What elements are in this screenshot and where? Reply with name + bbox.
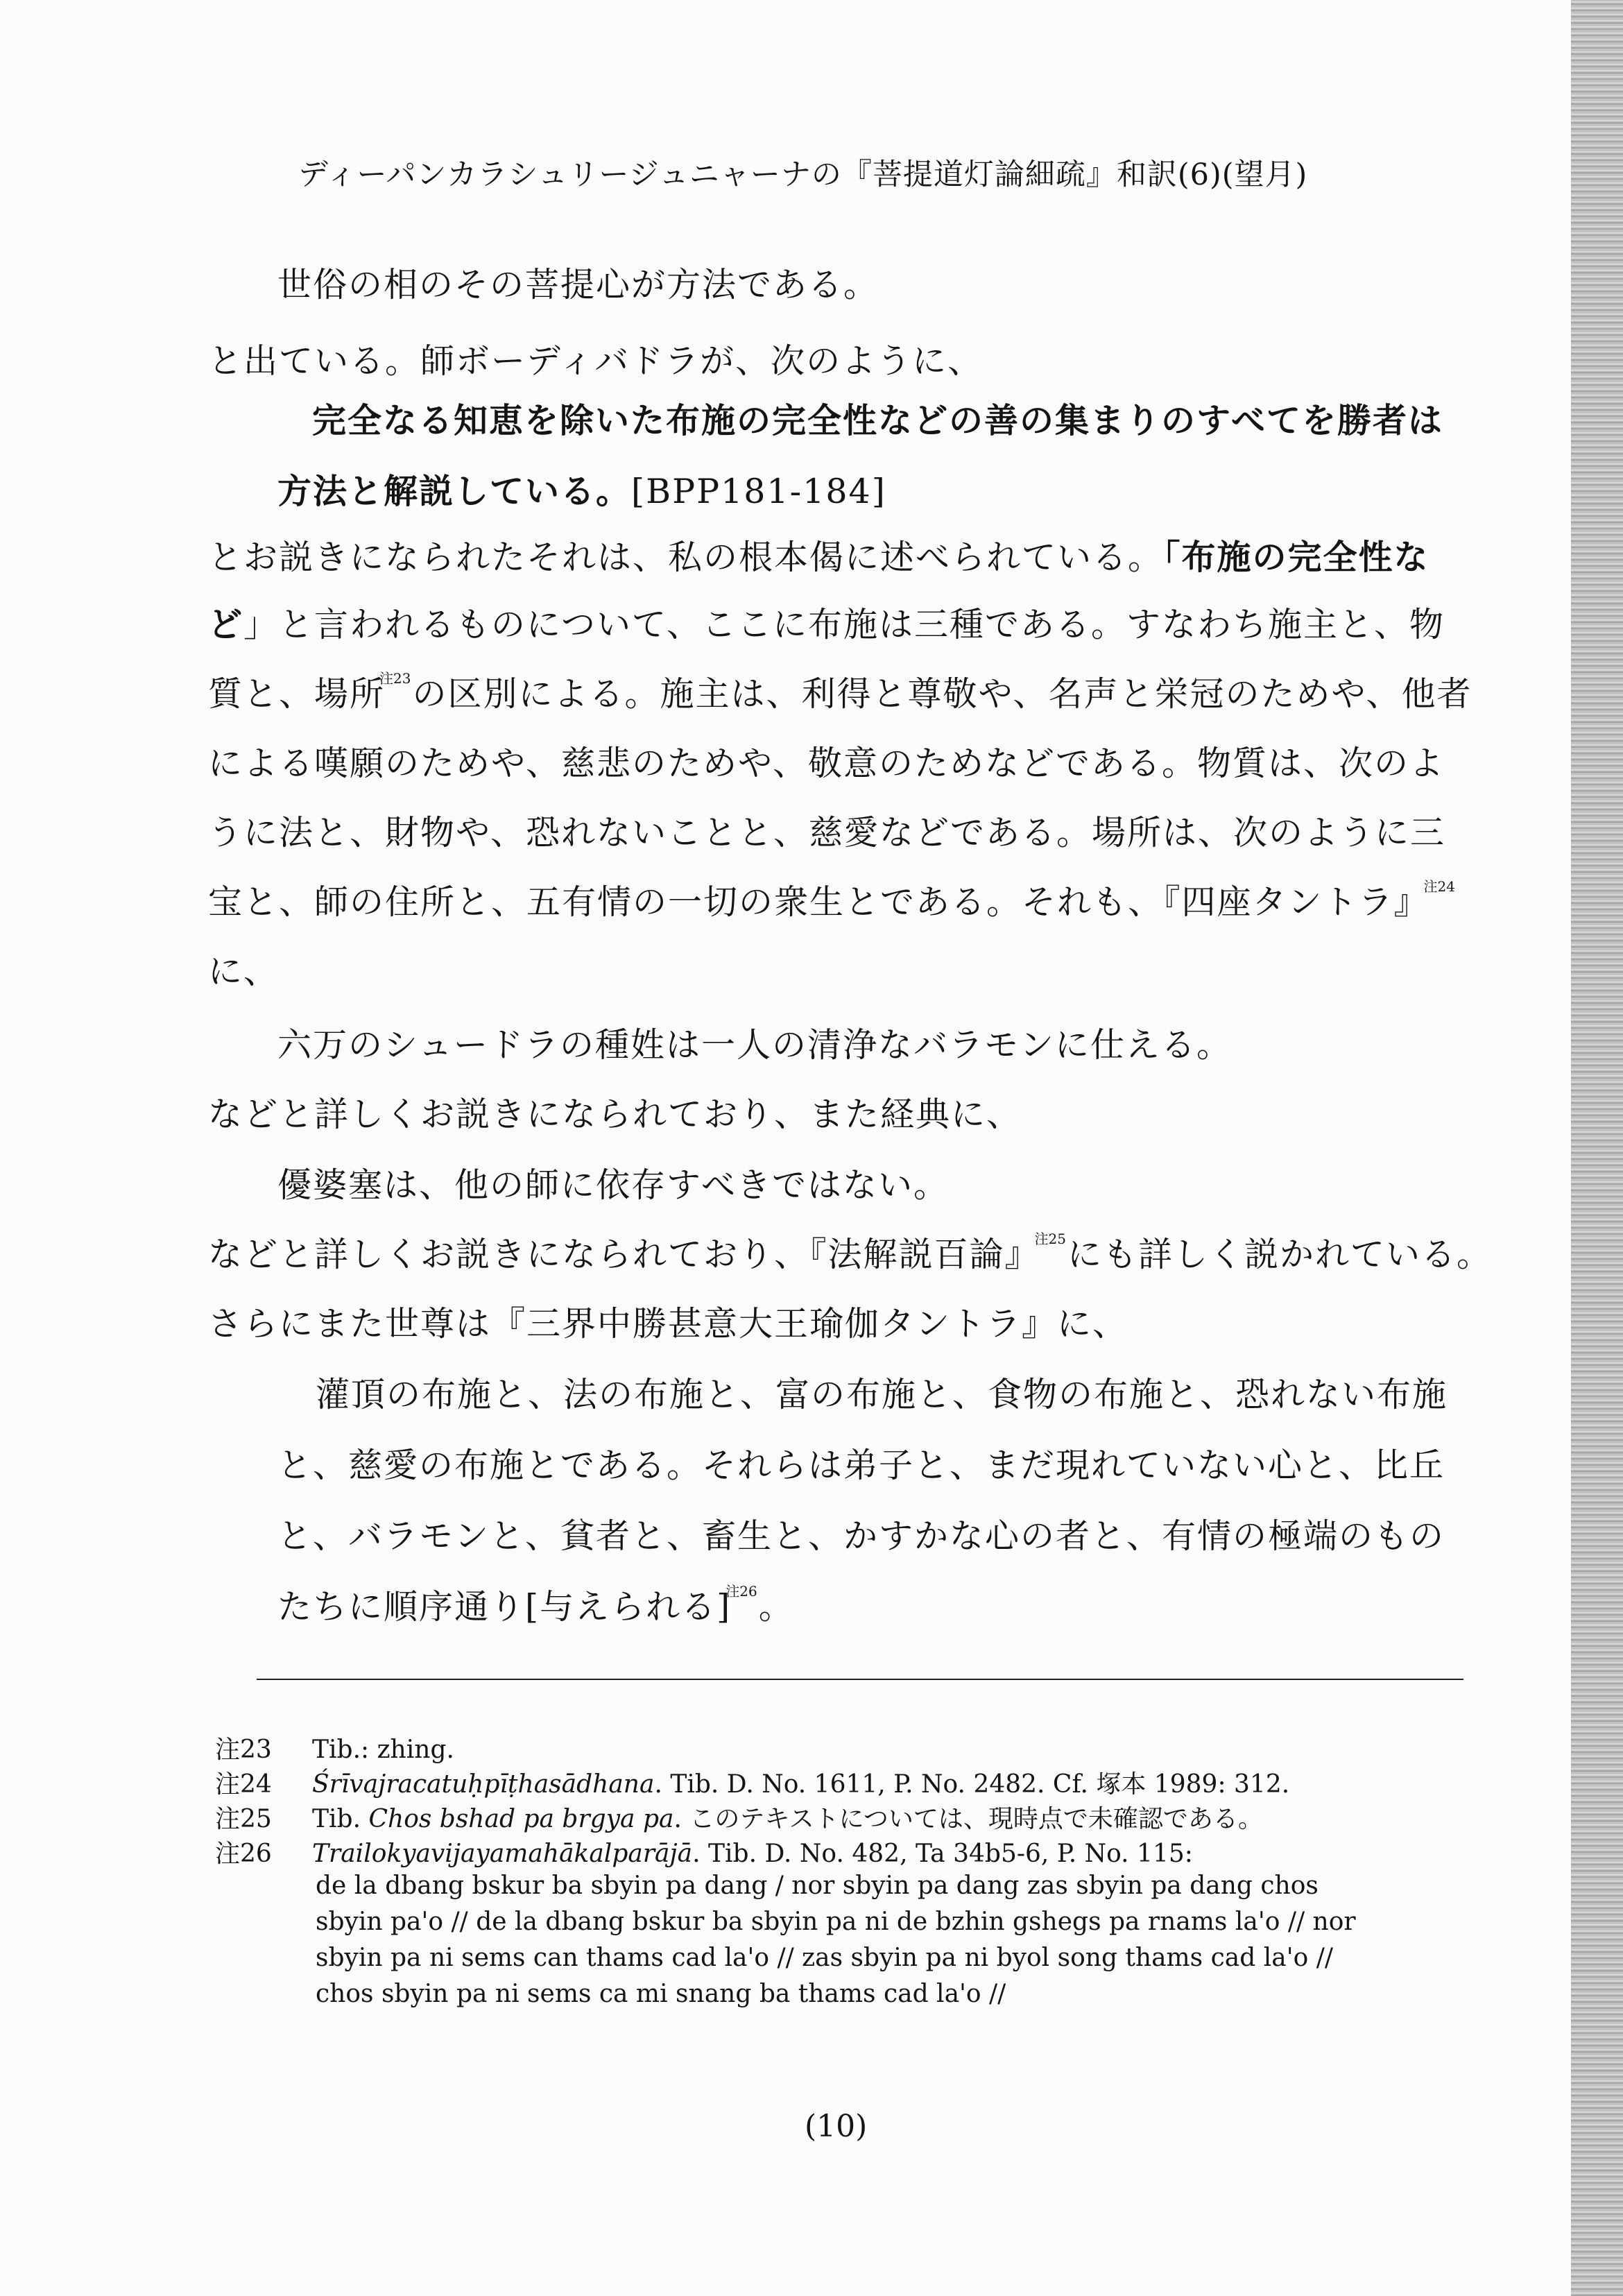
footnote-23 [215, 1730, 454, 1765]
quote-line [277, 1580, 794, 1629]
footnote-26-quote-line: sbyin pa'o // de la dbang bskur ba sbyin pa ni de bzhin gshegs pa rnams la'o // nor [316, 1908, 1356, 1936]
running-header: ディーパンカラシュリージュニャーナの『菩提道灯論細疏』和訳(6)(望月) [298, 157, 1308, 192]
bold-span: ど [208, 604, 244, 644]
note-24-marker: 注24 [1423, 878, 1455, 895]
text-span: 」と言われるものについて、ここに布施は三種である。すなわち施主と、物 [243, 605, 1445, 644]
text-span: の区別による。施主は、利得と尊敬や、名声と栄冠のためや、他者 [412, 674, 1472, 714]
page-number: (10) [805, 2109, 868, 2144]
body-line: に、 [208, 952, 280, 991]
footnote-text: Tib. [312, 1805, 369, 1833]
note-25-marker: 注25 [1034, 1231, 1066, 1247]
citation-ref: [BPP181-184] [631, 472, 886, 511]
body-line [208, 598, 1445, 646]
quote-line: と、バラモンと、貧者と、畜生と、かすかな心の者と、有情の極端のもの [277, 1516, 1445, 1556]
body-line: などと詳しくお説きになられており、また経典に、 [208, 1095, 1022, 1134]
footnote-25 [215, 1799, 1263, 1835]
footnote-text: . このテキストについては、現時点で未確認である。 [673, 1805, 1263, 1833]
footnote-26-quote-line: de la dbang bskur ba sbyin pa dang / nor sbyin pa dang zas sbyin pa dang chos [316, 1871, 1319, 1900]
footnote-26-quote-line: sbyin pa ni sems can thams cad la'o // zas sbyin pa ni byol song thams cad la'o // [316, 1944, 1333, 1972]
quote-line: 完全なる知恵を除いた布施の完全性などの善の集まりのすべてを勝者は [312, 400, 1444, 440]
scan-edge [1571, 0, 1623, 2296]
footnote-26 [215, 1834, 1193, 1869]
footnote-label: 注23 [215, 1736, 272, 1764]
body-line [208, 1228, 1492, 1276]
footnote-label: 注24 [215, 1770, 272, 1799]
body-line [208, 667, 1472, 716]
body-line: うに法と、財物や、恐れないことと、慈愛などである。場所は、次のように三 [208, 813, 1446, 853]
footnote-text: . Tib. D. No. 1611, P. No. 2482. Cf. 塚本 1989: 312. [654, 1770, 1290, 1799]
footnote-text: . Tib. D. No. 482, Ta 34b5-6, P. No. 115: [692, 1840, 1193, 1868]
note-23-marker: 注23 [379, 670, 411, 687]
footnote-label: 注26 [215, 1840, 272, 1868]
text-span: 。 [758, 1587, 794, 1627]
bold-span: 「布施の完全性な [1163, 537, 1429, 577]
body-line: 世俗の相のその菩提心が方法である。 [277, 265, 879, 305]
body-line [208, 531, 1429, 579]
footnote-title: Trailokyavijayamahākalparājā [312, 1840, 693, 1868]
quote-line: 六万のシュードラの種姓は一人の清浄なバラモンに仕える。 [277, 1025, 1233, 1065]
footnote-title: Chos bshad pa brgya pa [368, 1805, 674, 1833]
text-span: とお説きになられたそれは、私の根本偈に述べられている。 [208, 538, 1164, 577]
quote-line: 灌頂の布施と、法の布施と、富の布施と、食物の布施と、恐れない布施 [316, 1375, 1448, 1414]
footnote-26-quote-line: chos sbyin pa ni sems ca mi snang ba thams cad la'o // [316, 1980, 1006, 2008]
quote-line: と、慈愛の布施とである。それらは弟子と、まだ現れていない心と、比丘 [277, 1446, 1445, 1485]
text-span: 宝と、師の住所と、五有情の一切の衆生とである。それも、『四座タントラ』 [208, 882, 1429, 922]
body-line [208, 875, 1457, 924]
text-span: などと詳しくお説きになられており、『法解説百論』 [208, 1235, 1040, 1274]
quote-line: 優婆塞は、他の師に依存すべきではない。 [277, 1165, 950, 1205]
quote-bold: 方法と解説している。 [277, 471, 632, 511]
text-span: にも詳しく説かれている。 [1067, 1235, 1492, 1274]
text-span: たちに順序通り[与えられる] [277, 1587, 732, 1627]
body-line: による嘆願のためや、慈悲のためや、敬意のためなどである。物質は、次のよ [208, 744, 1445, 783]
quote-line [277, 465, 886, 513]
footnote-text: Tib.: zhing. [312, 1736, 454, 1764]
body-line: と出ている。師ボーディバドラが、次のように、 [208, 341, 984, 381]
footnote-rule [257, 1679, 1463, 1680]
footnote-label: 注25 [215, 1805, 272, 1833]
footnote-title: Śrīvajracatuḥpīṭhasādhana [312, 1770, 655, 1799]
body-line: さらにまた世尊は『三界中勝甚意大王瑜伽タントラ』に、 [208, 1304, 1128, 1344]
footnote-24 [215, 1765, 1289, 1800]
text-span: 質と、場所 [208, 674, 386, 714]
note-26-marker: 注26 [725, 1583, 757, 1600]
